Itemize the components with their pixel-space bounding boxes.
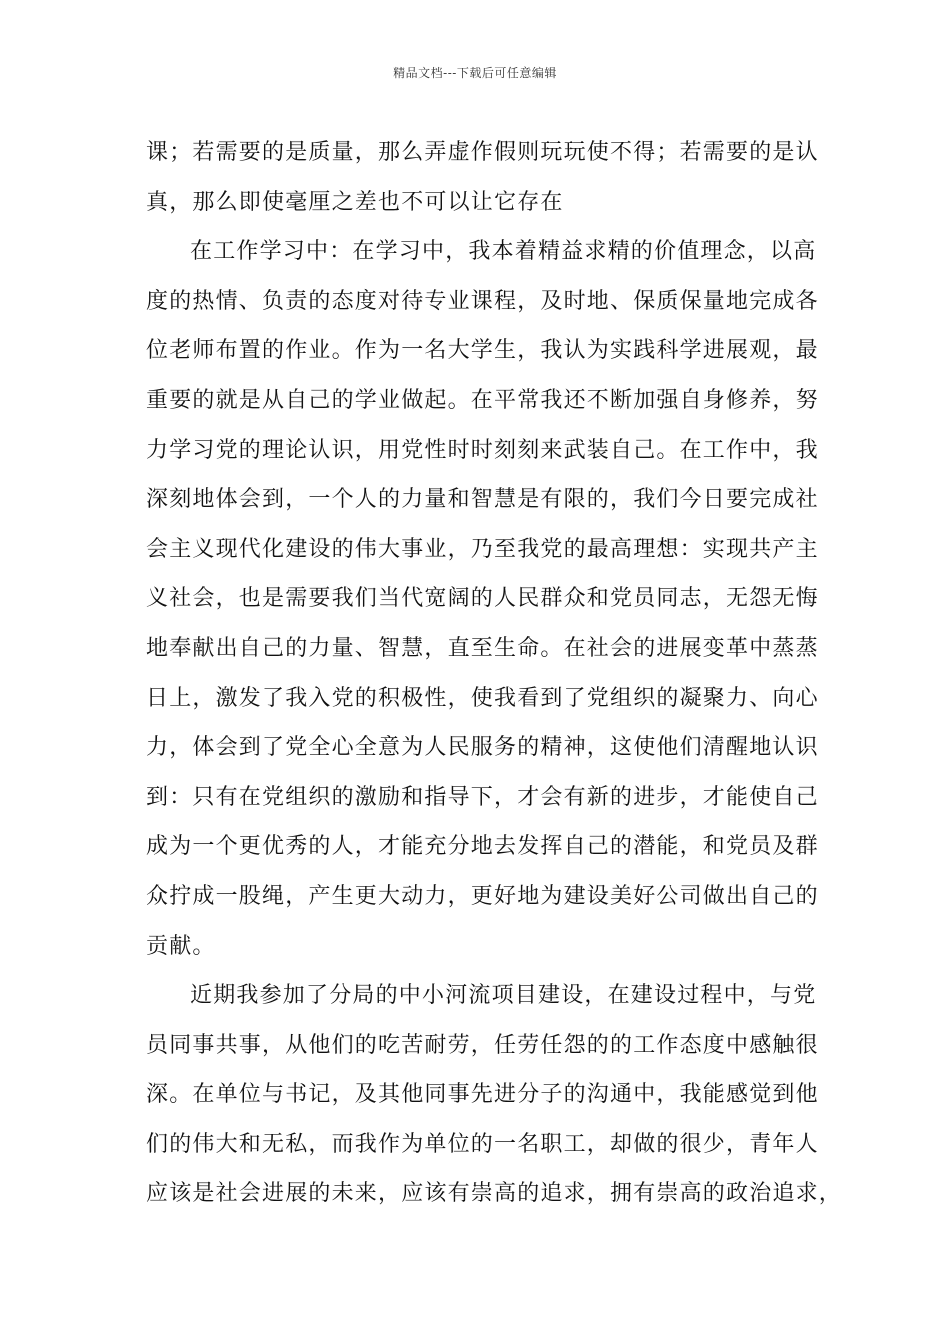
paragraph-line: 课；若需要的是质量，那么弄虚作假则玩玩使不得；若需要的是认 bbox=[146, 140, 819, 165]
document-body bbox=[146, 128, 843, 1219]
paragraph-line: 到：只有在党组织的激励和指导下，才会有新的进步，才能使自己 bbox=[146, 784, 819, 810]
paragraph-line: 力学习党的理论认识，用党性时时刻刻来武装自己。在工作中，我 bbox=[146, 437, 819, 463]
paragraph-line: 日上，激发了我入党的积极性，使我看到了党组织的凝聚力、向心 bbox=[146, 685, 819, 711]
paragraph-line: 位老师布置的作业。作为一名大学生，我认为实践科学进展观，最 bbox=[146, 338, 819, 364]
paragraph-line: 深。在单位与书记，及其他同事先进分子的沟通中，我能感觉到他 bbox=[146, 1082, 819, 1108]
paragraph-line: 深刻地体会到，一个人的力量和智慧是有限的，我们今日要完成社 bbox=[146, 487, 819, 513]
paragraph-line: 贡献。 bbox=[146, 933, 216, 959]
paragraph-line: 近期我参加了分局的中小河流项目建设，在建设过程中，与党 bbox=[190, 983, 817, 1009]
paragraph-line: 度的热情、负责的态度对待专业课程，及时地、保质保量地完成各 bbox=[146, 288, 819, 314]
paragraph-line: 众拧成一股绳，产生更大动力，更好地为建设美好公司做出自己的 bbox=[146, 883, 819, 909]
paragraph-line: 成为一个更优秀的人，才能充分地去发挥自己的潜能，和党员及群 bbox=[146, 834, 819, 860]
page-header: 精品文档---下载后可任意编辑 bbox=[393, 66, 557, 80]
paragraph-line: 在工作学习中：在学习中，我本着精益求精的价值理念，以高 bbox=[190, 239, 817, 265]
paragraph-line: 应该是社会进展的未来，应该有崇高的追求，拥有崇高的政治追求， bbox=[146, 1181, 843, 1207]
paragraph-line: 义社会，也是需要我们当代宽阔的人民群众和党员同志，无怨无悔 bbox=[146, 586, 819, 612]
paragraph-line: 真，那么即使毫厘之差也不可以让它存在 bbox=[146, 189, 564, 215]
paragraph-line: 重要的就是从自己的学业做起。在平常我还不断加强自身修养，努 bbox=[146, 387, 819, 413]
paragraph-line: 员同事共事，从他们的吃苦耐劳，任劳任怨的的工作态度中感触很 bbox=[146, 1032, 819, 1058]
paragraph-line: 会主义现代化建设的伟大事业，乃至我党的最高理想：实现共产主 bbox=[146, 536, 819, 562]
paragraph-line: 们的伟大和无私，而我作为单位的一名职工，却做的很少，青年人 bbox=[146, 1131, 819, 1157]
paragraph-line: 力，体会到了党全心全意为人民服务的精神，这使他们清醒地认识 bbox=[146, 735, 819, 761]
paragraph-line: 地奉献出自己的力量、智慧，直至生命。在社会的进展变革中蒸蒸 bbox=[146, 635, 819, 661]
